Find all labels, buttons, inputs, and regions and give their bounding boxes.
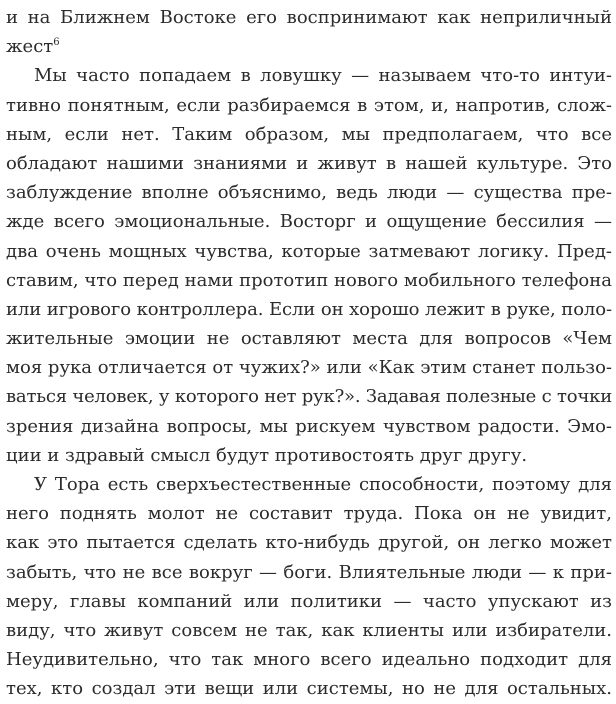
- footnote-marker: 6: [53, 37, 60, 49]
- text-line: ным, если нет. Таким образом, мы предполагаем, что все: [6, 123, 612, 145]
- text-line-content: жест: [6, 36, 54, 58]
- text-line: [6, 32, 612, 61]
- text-line: и на Ближнем Востоке его воспринимают как неприличный: [6, 7, 612, 28]
- paragraph: [6, 3, 612, 61]
- text-line: ции и здравый смысл будут противостоять друг другу.: [6, 444, 528, 466]
- text-line: как это пытается сделать кто-нибудь другой, он легко может: [6, 532, 612, 554]
- text-line: забыть, что не все вокруг — боги. Влиятельные люди — к при-: [6, 561, 612, 583]
- paragraph: [6, 470, 612, 704]
- text-line: обладают нашими знаниями и живут в нашей культуре. Это: [6, 152, 612, 174]
- text-line: У Тора есть сверхъестественные способности, поэтому для: [34, 474, 612, 495]
- text-line: Неудивительно, что так много всего идеально подходит для: [6, 649, 612, 671]
- text-line: ставим, что перед нами прототип нового мобильного телефона: [6, 269, 612, 291]
- text-line: или игрового контроллера. Если он хорошо лежит в руке, поло-: [6, 298, 612, 320]
- text-line: жительные эмоции не оставляют места для вопросов «Чем: [6, 328, 612, 350]
- book-page-text: [6, 3, 612, 704]
- text-line: ваться человек, у которого нет рук?». Задавая полезные с точки: [6, 386, 612, 408]
- text-line: зрения дизайна вопросы, мы рискуем чувством радости. Эмо-: [6, 415, 612, 437]
- text-line: два очень мощных чувства, которые затмевают логику. Пред-: [6, 240, 612, 262]
- text-line: жде всего эмоциональные. Восторг и ощущение бессилия —: [6, 211, 612, 233]
- paragraph: [6, 61, 612, 470]
- text-line: Мы часто попадаем в ловушку — называем что-то интуи-: [34, 65, 612, 87]
- text-line: заблуждение вполне объяснимо, ведь люди — существа пре-: [6, 182, 612, 204]
- text-line: тех, кто создал эти вещи или системы, но не для остальных.: [6, 678, 612, 700]
- text-line: тивно понятным, если разбираемся в этом, и, напротив, слож-: [6, 94, 612, 116]
- text-line: него поднять молот не составит труда. Пока он не увидит,: [6, 503, 612, 525]
- text-line: моя рука отличается от чужих?» или «Как этим станет пользо-: [6, 357, 612, 379]
- text-line: меру, главы компаний или политики — часто упускают из: [6, 590, 612, 612]
- text-line: виду, что живут совсем не так, как клиенты или избиратели.: [6, 619, 612, 641]
